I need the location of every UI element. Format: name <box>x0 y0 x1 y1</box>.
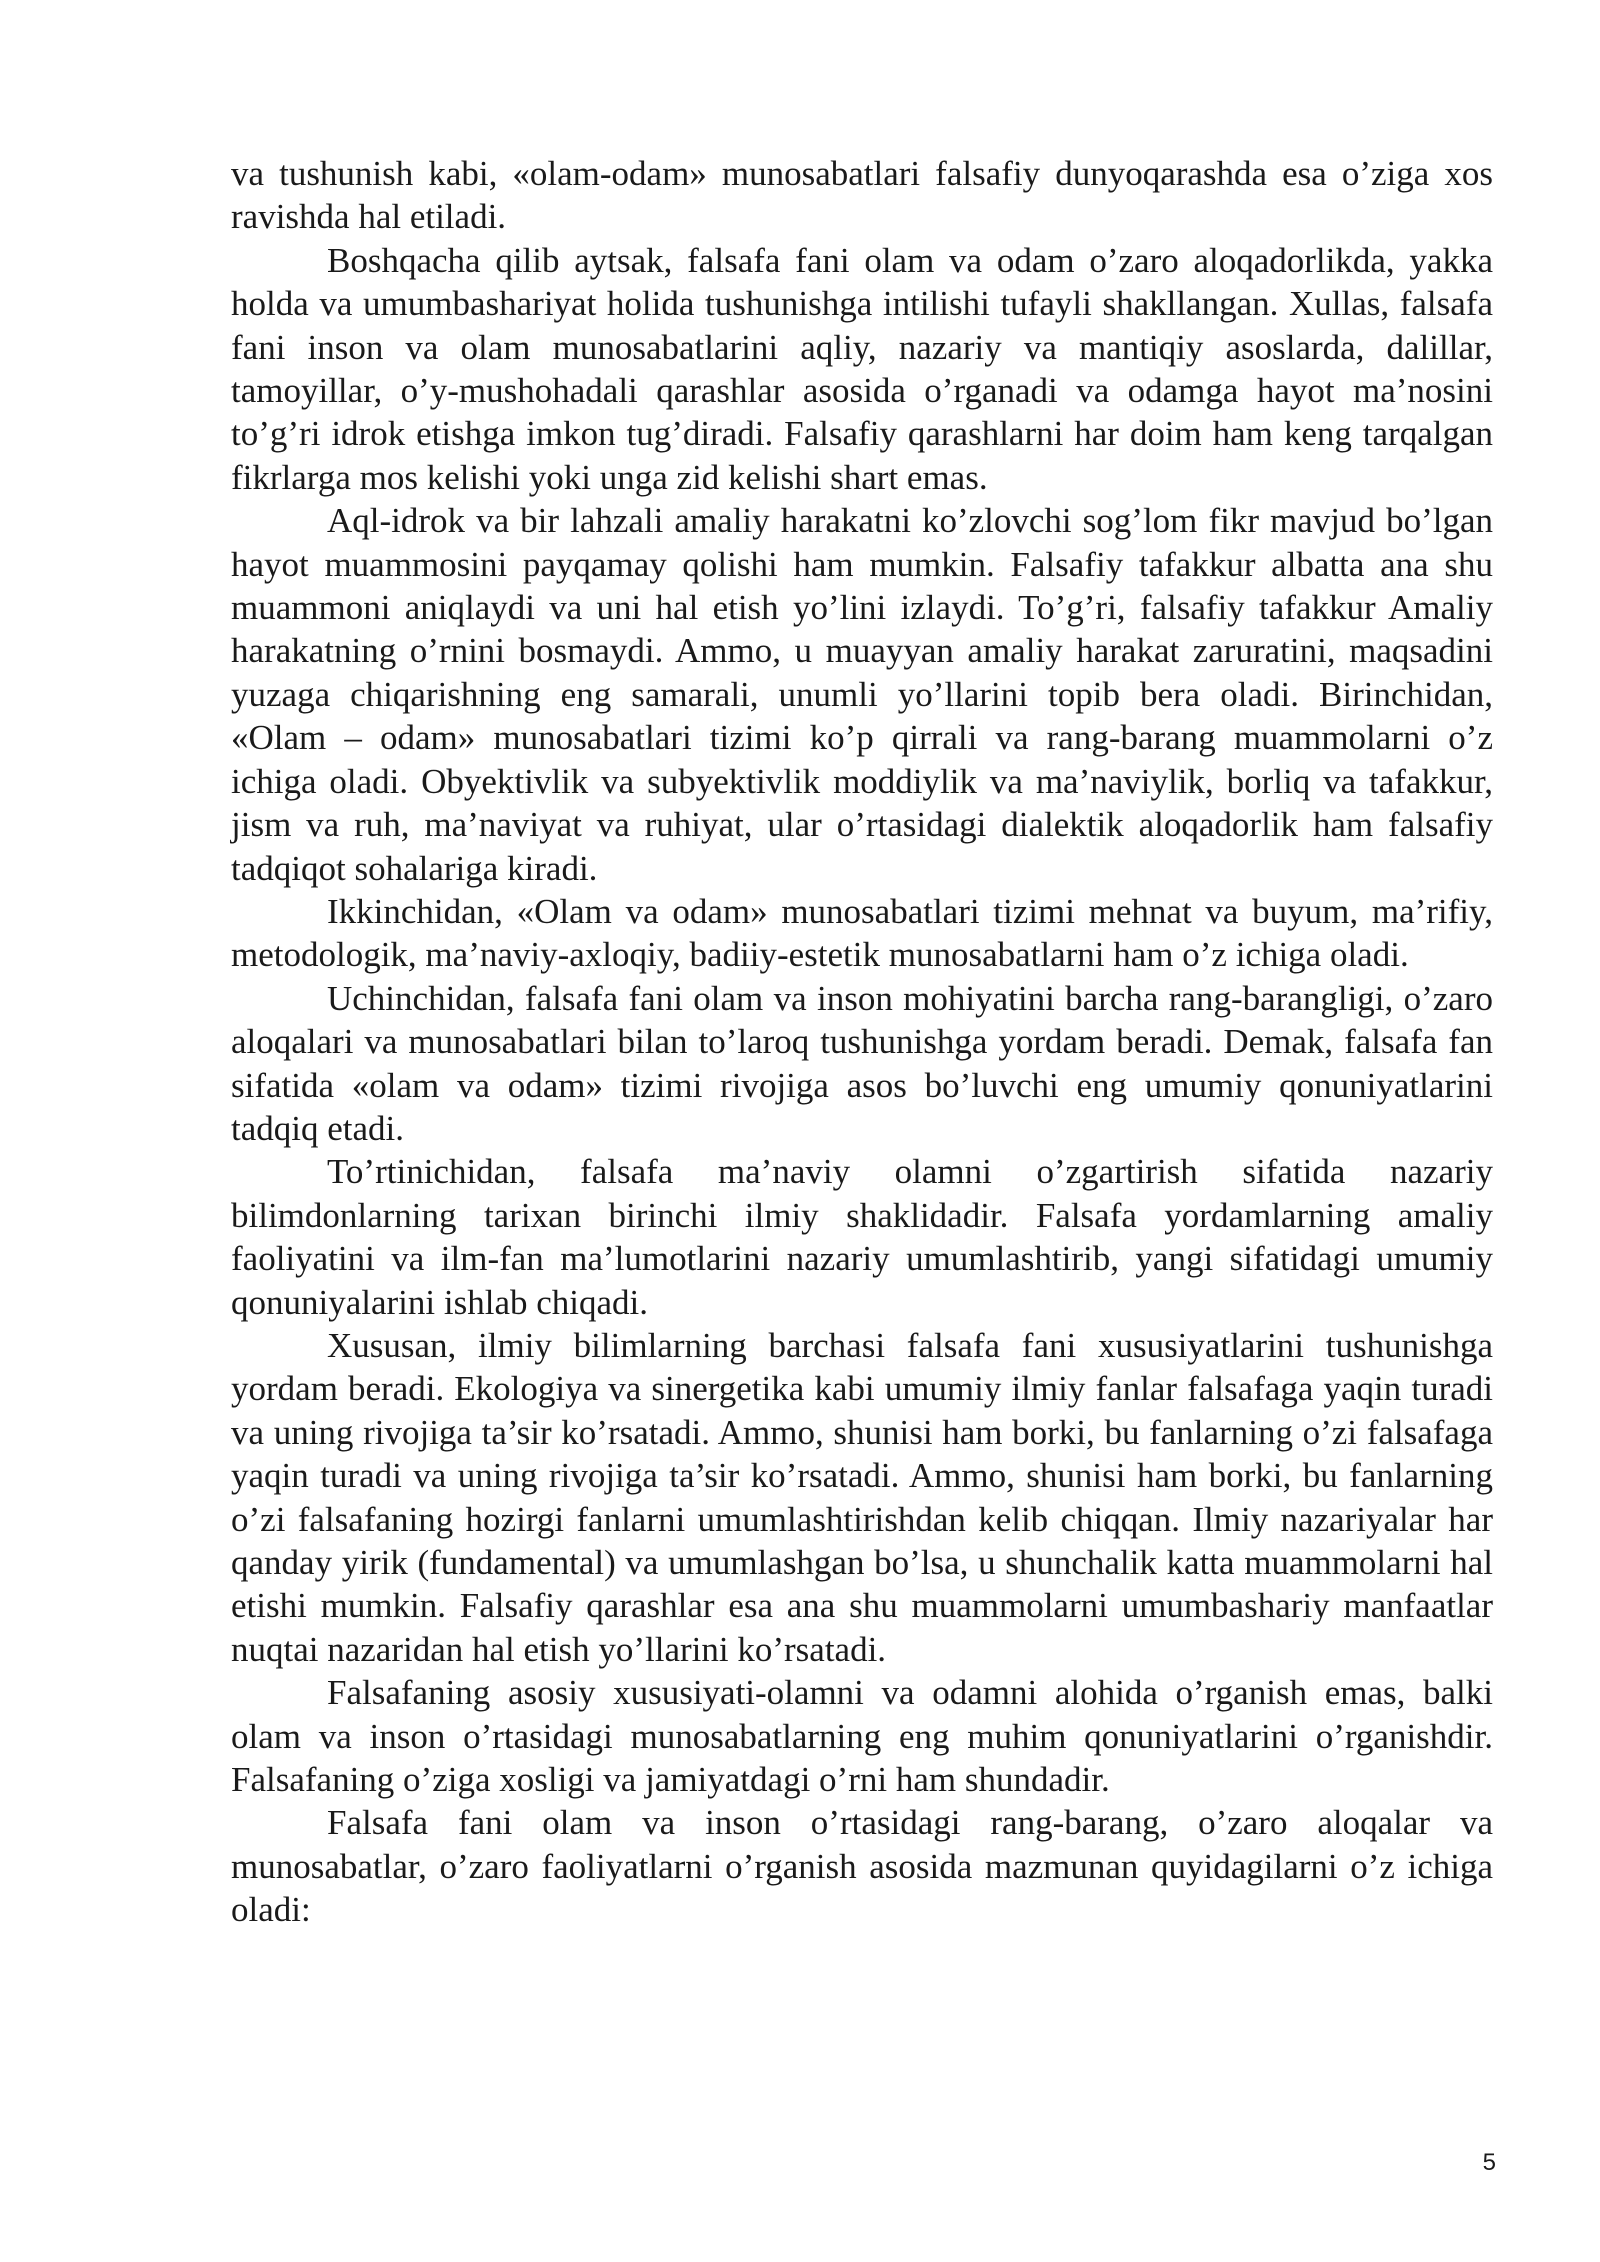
paragraph: To’rtinichidan, falsafa ma’naviy olamni o’zgartirish sifatida nazariy bilimdonlarning tarixan birinchi ilmiy shaklidadir. Falsafa yordamlarning amaliy faoliyatini va ilm-fan ma’lumotlarini nazariy umumlashtirib, yangi sifatidagi umumiy qonuniyalarini ishlab chiqadi. <box>231 1152 1493 1322</box>
paragraph: Uchinchidan, falsafa fani olam va inson mohiyatini barcha rang-barangligi, o’zaro aloqalari va munosabatlari bilan to’laroq tushunishga yordam beradi. Demak, falsafa fan sifatida «olam va odam» tizimi rivojiga asos bo’luvchi eng umumiy qonuniyatlarini tadqiq etadi. <box>231 978 1493 1148</box>
paragraph-continuation: va tushunish kabi, «olam-odam» munosabatlari falsafiy dunyoqarashda esa o’ziga xos ravishda hal etiladi. <box>231 154 1493 237</box>
paragraph: Ikkinchidan, «Olam va odam» munosabatlari tizimi mehnat va buyum, ma’rifiy, metodologik, ma’naviy-axloqiy, badiiy-estetik munosabatlarni ham o’z ichiga oladi. <box>231 891 1493 975</box>
paragraph: Falsafa fani olam va inson o’rtasidagi rang-barang, o’zaro aloqalar va munosabatlar, o’zaro faoliyatlarni o’rganish asosida mazmunan quyidagilarni o’z ichiga oladi: <box>231 1803 1493 1930</box>
paragraph: Boshqacha qilib aytsak, falsafa fani olam va odam o’zaro aloqadorlikda, yakka holda va umumbashariyat holida tushunishga intilishi tufayli shakllangan. Xullas, falsafa fani inson va olam munosabatlarini aqliy, nazariy va mantiqiy asoslarda, dalillar, tamoyillar, o’y-mushohadali qarashlar asosida o’rganadi va odamga hayot ma’nosini to’g’ri idrok etishga imkon tug’diradi. Falsafiy qarashlarni har doim ham keng tarqalgan fikrlarga mos kelishi yoki unga zid kelishi shart emas. <box>231 240 1493 497</box>
paragraph: Aql-idrok va bir lahzali amaliy harakatni ko’zlovchi sog’lom fikr mavjud bo’lgan hayot muammosini payqamay qolishi ham mumkin. Falsafiy tafakkur albatta ana shu muammoni aniqlaydi va uni hal etish yo’lini izlaydi. To’g’ri, falsafiy tafakkur Amaliy harakatning o’rnini bosmaydi. Ammo, u muayyan amaliy harakat zaruratini, maqsadini yuzaga chiqarishning eng samarali, unumli yo’llarini topib bera oladi. Birinchidan, «Olam – odam» munosabatlari tizimi ko’p qirrali va rang-barang muammolarni o’z ichiga oladi. Obyektivlik va subyektivlik moddiylik va ma’naviylik, borliq va tafakkur, jism va ruh, ma’naviyat va ruhiyat, ular o’rtasidagi dialektik aloqadorlik ham falsafiy tadqiqot sohalariga kiradi. <box>231 501 1493 888</box>
paragraph: Xususan, ilmiy bilimlarning barchasi falsafa fani xususiyatlarini tushunishga yordam beradi. Ekologiya va sinergetika kabi umumiy ilmiy fanlar falsafaga yaqin turadi va uning rivojiga ta’sir ko’rsatadi. Ammo, shunisi ham borki, bu fanlarning o’zi falsafaga yaqin turadi va uning rivojiga ta’sir ko’rsatadi. Ammo, shunisi ham borki, bu fanlarning o’zi falsafaning hozirgi fanlarni umumlashtirishdan kelib chiqqan. Ilmiy nazariyalar har qanday yirik (fundamental) va umumlashgan bo’lsa, u shunchalik katta muammolarni hal etishi mumkin. Falsafiy qarashlar esa ana shu muammolarni umumbashariy manfaatlar nuqtai nazaridan hal etish yo’llarini ko’rsatadi. <box>231 1325 1493 1669</box>
paragraph: Falsafaning asosiy xususiyati-olamni va odamni alohida o’rganish emas, balki olam va inson o’rtasidagi munosabatlarning eng muhim qonuniyatlarini o’rganishdir. Falsafaning o’ziga xosligi va jamiyatdagi o’rni ham shundadir. <box>231 1673 1493 1800</box>
body-text <box>231 152 1493 1932</box>
page-number: 5 <box>1482 2149 1496 2176</box>
